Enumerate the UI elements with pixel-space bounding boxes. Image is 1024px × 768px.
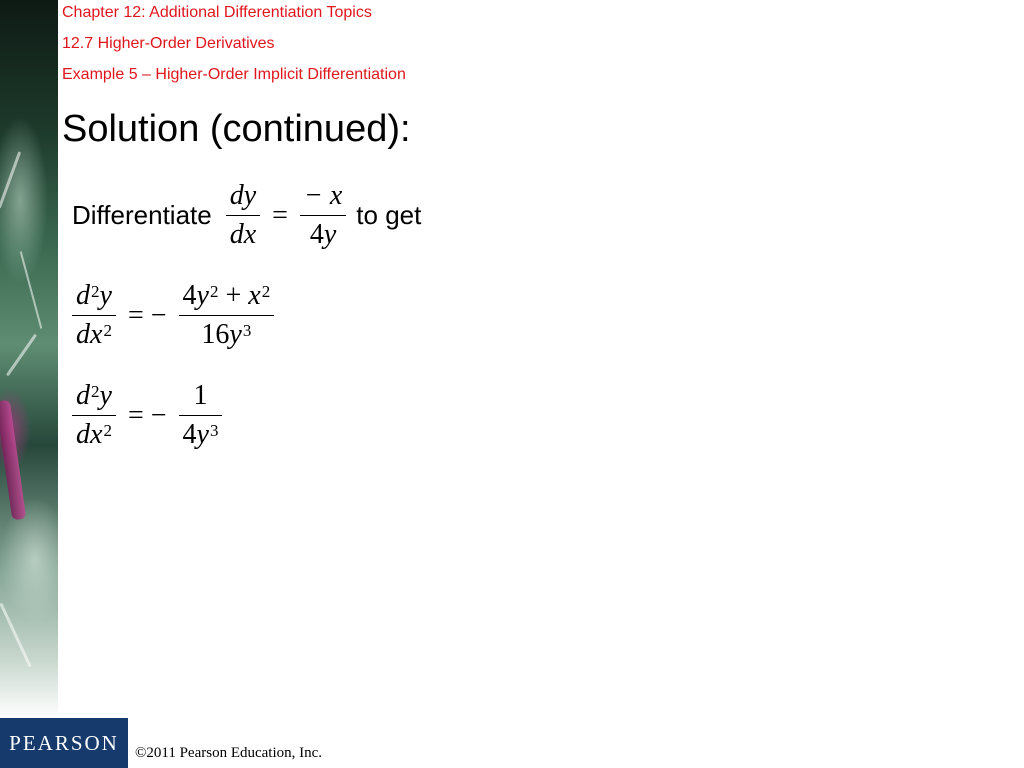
fraction-bar (72, 315, 116, 316)
fraction-numerator (179, 280, 275, 312)
fraction-bar (300, 215, 346, 216)
chapter-heading: Chapter 12: Additional Differentiation Topics (62, 4, 372, 21)
copyright-notice: ©2011 Pearson Education, Inc. (135, 745, 323, 761)
variable: y (99, 380, 112, 411)
fraction-numerator (72, 280, 116, 312)
fraction-denominator (197, 319, 255, 351)
equation-step-1 (72, 180, 421, 251)
variable: y (229, 319, 242, 350)
fraction-denominator (306, 219, 340, 251)
section-heading: 12.7 Higher-Order Derivatives (62, 35, 275, 52)
slide-title: Solution (continued): (62, 108, 411, 150)
fraction-numerator: 1 (193, 380, 208, 411)
fraction-denominator (72, 319, 116, 351)
exponent: 2 (103, 421, 112, 440)
rhs-fraction (179, 280, 275, 351)
d-symbol: d (76, 280, 90, 311)
second-derivative-fraction (72, 280, 116, 351)
fraction-numerator: dy (229, 180, 257, 211)
fraction-denominator (179, 419, 223, 451)
fraction-bar (179, 315, 275, 316)
second-derivative-fraction (72, 380, 116, 451)
variable: dx (76, 319, 103, 350)
variable: y (99, 280, 112, 311)
coefficient: 4 (182, 419, 197, 450)
equals-minus-sign: = − (127, 399, 167, 431)
exponent: 3 (209, 421, 219, 440)
differentiate-label: Differentiate (72, 200, 212, 230)
coefficient: 4 (309, 219, 324, 250)
rhs-fraction (179, 380, 223, 451)
pearson-logo (0, 718, 128, 768)
equation-step-2 (72, 280, 280, 351)
exponent: 2 (261, 282, 271, 301)
variable: x (248, 280, 261, 311)
logo-text: PEARSON (9, 730, 119, 755)
equals-sign: = (272, 199, 288, 231)
exponent: 2 (91, 382, 100, 401)
exponent: 2 (91, 282, 100, 301)
fraction-denominator (72, 419, 116, 451)
neg-x-over-4y-fraction (300, 180, 346, 251)
exponent: 2 (209, 282, 219, 301)
coefficient: 4 (182, 280, 197, 311)
example-heading: Example 5 – Higher-Order Implicit Differentiation (62, 66, 406, 83)
variable: y (196, 280, 209, 311)
dy-dx-fraction (226, 180, 260, 251)
variable: dx (76, 419, 103, 450)
exponent: 2 (103, 321, 112, 340)
plus-sign: + (225, 280, 242, 311)
variable: y (323, 219, 337, 250)
fraction-numerator (72, 380, 116, 412)
variable: y (196, 419, 209, 450)
equation-step-3 (72, 380, 228, 451)
fraction-bar (226, 215, 260, 216)
fraction-numerator: − x (303, 180, 343, 211)
fraction-bar (72, 415, 116, 416)
d-symbol: d (76, 380, 90, 411)
exponent: 3 (242, 321, 252, 340)
equals-minus-sign: = − (127, 299, 167, 331)
decorative-side-strip (0, 0, 58, 718)
coefficient: 16 (201, 319, 230, 350)
to-get-label: to get (356, 200, 422, 230)
fraction-denominator: dx (229, 219, 257, 250)
fraction-bar (179, 415, 223, 416)
